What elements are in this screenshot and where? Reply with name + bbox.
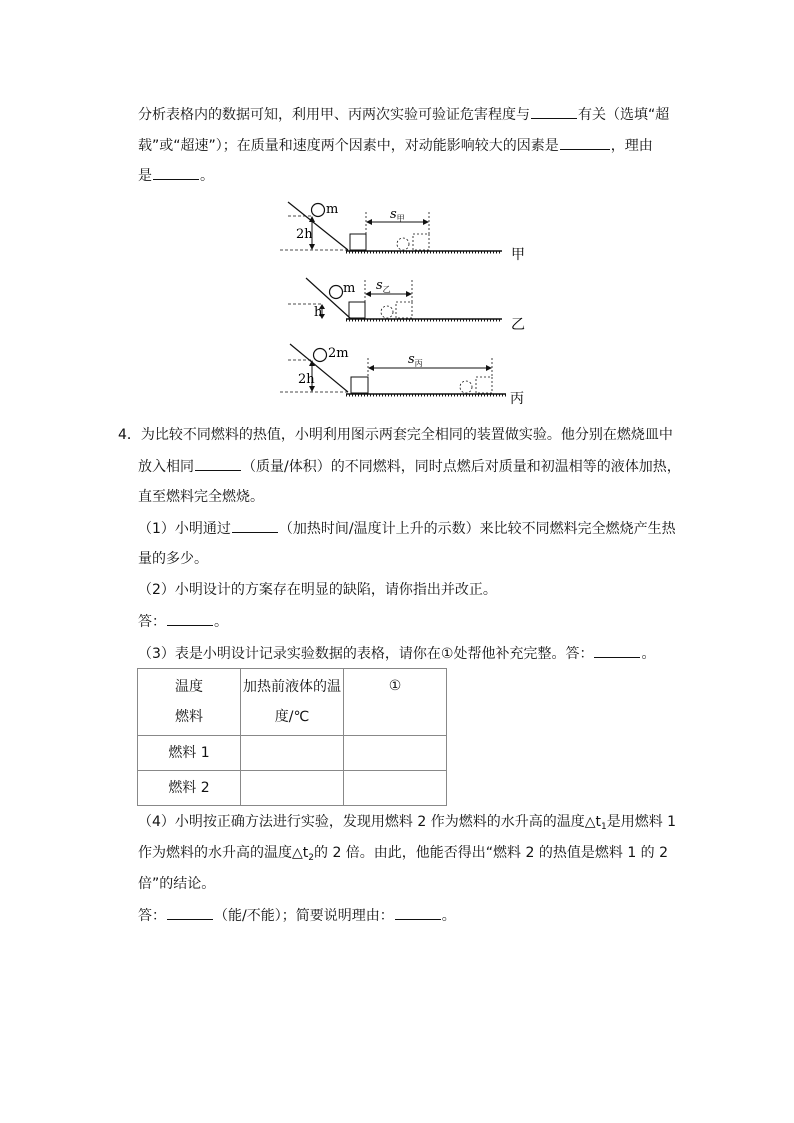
header-top: 温度 [175, 679, 203, 695]
text: 答： [138, 614, 166, 630]
table-row [138, 736, 447, 771]
diagram-name: 丙 [510, 391, 524, 407]
text: （3）表是小明设计记录实验数据的表格，请你在①处帮他补充完整。答： [138, 646, 594, 662]
arrow-head [406, 291, 412, 297]
text: 放入相同 [138, 459, 194, 475]
q4-sub2 [138, 580, 497, 600]
table-row [138, 771, 447, 806]
q4-sub1-line1 [138, 518, 676, 539]
q4-sub4-line1 [138, 812, 676, 837]
table-cell[interactable] [344, 771, 447, 806]
mass-label: m [343, 281, 356, 296]
ball-final [397, 238, 409, 250]
diagram-name: 甲 [511, 247, 525, 263]
arrow-head [309, 244, 315, 250]
answer-blank[interactable] [232, 518, 278, 533]
text: ，理由 [610, 138, 653, 154]
text: （加热时间/温度计上升的示数）来比较不同燃料完全燃烧产生热 [278, 521, 676, 537]
diagram-name: 乙 [511, 317, 525, 333]
arrow-head [366, 219, 372, 225]
answer-blank[interactable] [531, 104, 577, 119]
text: 载”或“超速”）；在质量和速度两个因素中，对动能影响较大的因素是 [138, 138, 559, 154]
distance-label: $s_丙$ [408, 352, 423, 368]
table-cell[interactable] [241, 771, 344, 806]
distance-label: $s_甲$ [390, 207, 405, 223]
text: 量的多少。 [138, 551, 208, 567]
text: 分析表格内的数据可知，利用甲、丙两次实验可验证危害程度与 [138, 107, 530, 123]
text: 。 [200, 168, 214, 184]
para1-line3 [138, 165, 214, 186]
block-final [413, 234, 429, 250]
ball [312, 204, 325, 217]
text: 。 [441, 908, 456, 924]
q4-line1 [118, 425, 673, 445]
answer-blank[interactable] [560, 135, 610, 150]
text: 。 [641, 646, 656, 662]
block-final [476, 377, 492, 393]
q4-line3 [138, 487, 264, 507]
table-cell [138, 669, 241, 736]
q4-sub1-line2 [138, 549, 208, 569]
ramp [288, 202, 348, 250]
table-cell: 燃料 2 [138, 771, 241, 806]
arrow-head [423, 219, 429, 225]
distance-label: $s_乙$ [376, 278, 391, 294]
header-bottom: 燃料 [175, 709, 203, 725]
text: 是 [138, 168, 152, 184]
ball-final [381, 306, 393, 318]
diagram-jia [270, 198, 530, 268]
q4-sub4-line3 [138, 874, 215, 894]
text: 作为燃料的水升高的温度△t [138, 845, 309, 861]
text: 为比较不同燃料的热值，小明利用图示两套完全相同的装置做实验。他分别在燃烧皿中 [140, 427, 673, 443]
height-label: 2h [296, 227, 313, 242]
answer-blank[interactable] [195, 456, 241, 471]
subscript: 1 [600, 822, 607, 832]
height-label: 2h [298, 372, 315, 387]
arrow-head [368, 365, 374, 371]
text: 。 [214, 614, 228, 630]
block [350, 234, 366, 250]
q4-sub4-answer [138, 905, 456, 926]
answer-blank[interactable] [594, 643, 640, 658]
text: （质量/体积）的不同燃料，同时点燃后对质量和初温相等的液体加热， [242, 459, 681, 475]
fill-in-marker: ① [388, 678, 402, 694]
para1-line1 [138, 104, 669, 125]
block-final [396, 302, 412, 318]
question-number: 4． [118, 427, 141, 443]
table-cell: 燃料 1 [138, 736, 241, 771]
arrow-head [486, 365, 492, 371]
arrow-head [365, 291, 371, 297]
text: 是用燃料 1 [606, 814, 677, 830]
header-text: 加热前液体的温 [243, 679, 341, 695]
text: （1）小明通过 [138, 521, 231, 537]
diagram-bing [270, 338, 530, 408]
record-table [137, 668, 447, 806]
ball [314, 349, 327, 362]
table-cell[interactable] [344, 669, 447, 736]
table-cell[interactable] [241, 736, 344, 771]
text: 答： [138, 908, 166, 924]
q4-sub4-line2 [138, 843, 668, 868]
ball-final [460, 381, 472, 393]
table-cell [241, 669, 344, 736]
height-label: h [314, 305, 323, 320]
text: 直至燃料完全燃烧。 [138, 489, 264, 505]
q4-sub2-answer [138, 611, 228, 632]
text: （2）小明设计的方案存在明显的缺陷，请你指出并改正。 [138, 582, 497, 598]
para1-line2 [138, 135, 653, 156]
block [349, 302, 365, 318]
text: 有关（选填“超 [578, 107, 670, 123]
q4-line2 [138, 456, 681, 477]
text: （能/不能）；简要说明理由： [214, 908, 394, 924]
q4-sub3 [138, 643, 655, 664]
mass-label: 2m [328, 346, 349, 361]
text: （4）小明按正确方法进行实验，发现用燃料 2 作为燃料的水升高的温度△t [138, 814, 601, 830]
text: 的 2 倍。由此，他能否得出“燃料 2 的热值是燃料 1 的 2 [314, 845, 669, 861]
answer-blank[interactable] [167, 611, 213, 626]
subscript: 2 [308, 853, 314, 863]
answer-blank[interactable] [395, 905, 441, 920]
diagram-yi [270, 270, 530, 334]
mass-label: m [326, 202, 339, 217]
table-cell[interactable] [344, 736, 447, 771]
block [351, 377, 368, 393]
header-text: 度/℃ [274, 709, 310, 725]
ball [330, 286, 343, 299]
table-row [138, 669, 447, 736]
answer-blank[interactable] [153, 165, 199, 180]
text: 倍”的结论。 [138, 876, 216, 892]
answer-blank[interactable] [167, 905, 213, 920]
